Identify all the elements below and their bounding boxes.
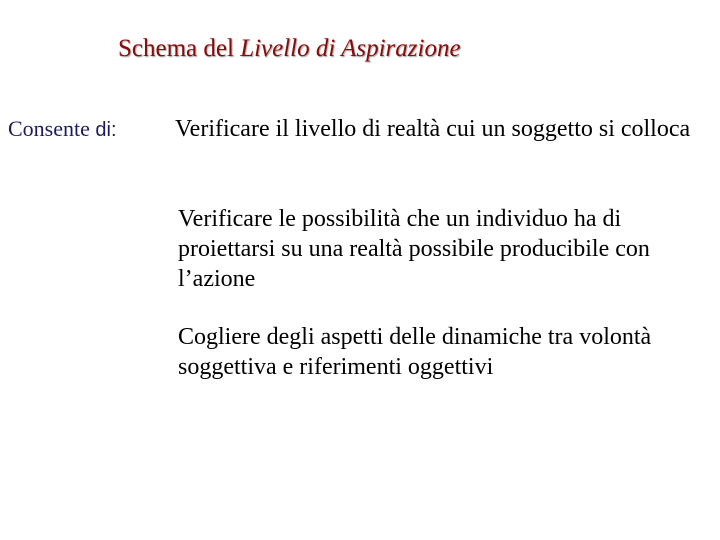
slide-title [118,30,461,68]
consente-di: di: [95,119,117,141]
list-item-verificare-livello: Verificare il livello di realtà cui un soggetto si colloca [175,116,691,142]
list-item-cogliere-aspetti: Cogliere degli aspetti delle dinamiche tra volontà soggettiva e riferimenti oggettivi [178,324,652,380]
title-italic: Livello di Aspirazione [240,35,461,62]
title-plain: Schema del [118,35,234,62]
list-item-verificare-possibilita: Verificare le possibilità che un individuo ha di proiettarsi su una realtà possibile producibile con l’azione [178,206,650,292]
consente-label [8,114,117,145]
consente-word: Consente [8,116,90,141]
